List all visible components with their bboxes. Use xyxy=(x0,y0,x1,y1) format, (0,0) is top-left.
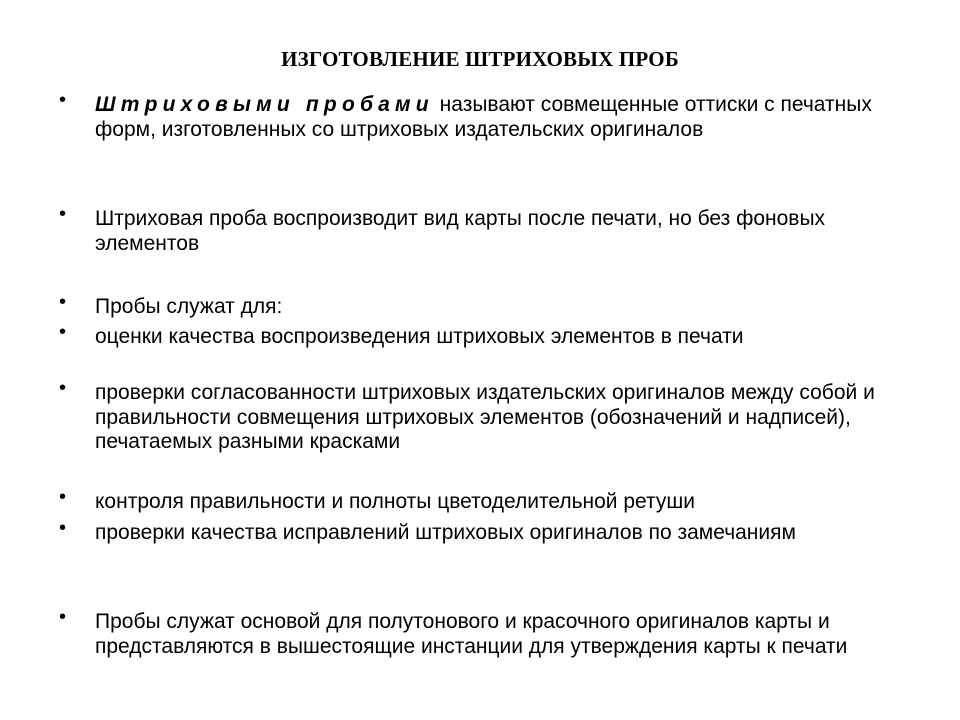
bullet-text: Штриховая проба воспроизводит вид карты после печати, но без фоновых элементов xyxy=(95,207,826,255)
bullet-icon: • xyxy=(59,321,67,343)
bullet-icon: • xyxy=(59,606,67,628)
bullet-icon: • xyxy=(59,377,67,399)
bullet-text: проверки согласованности штриховых издательских оригиналов между собой и правильности совмещения штриховых элементов (обозначений и надписей), печатаемых разными красками xyxy=(95,381,875,453)
bullet-item-corrections-check xyxy=(59,517,915,546)
bullet-text: контроля правильности и полноты цветоделительной ретуши xyxy=(95,490,695,513)
bullet-item-definition xyxy=(59,89,915,142)
bullet-item-proof-purpose xyxy=(59,203,915,256)
defined-term: Штриховыми пробами xyxy=(95,93,434,116)
slide-title: ИЗГОТОВЛЕНИЕ ШТРИХОВЫХ ПРОБ xyxy=(281,47,679,71)
bullet-item-quality-assessment xyxy=(59,321,915,350)
bullet-icon: • xyxy=(59,291,67,313)
bullet-item-basis-for-originals xyxy=(59,606,915,659)
bullet-item-consistency-check xyxy=(59,377,915,455)
bullet-text: Пробы служат основой для полутонового и красочного оригиналов карты и представляются в вышестоящие инстанции для утверждения карты к печати xyxy=(95,610,848,658)
bullet-text: Пробы служат для: xyxy=(95,295,283,318)
definition-text: называют совмещенные оттиски с печатных форм, изготовленных со штриховых издательских оригиналов xyxy=(95,93,872,141)
bullet-item-uses-heading xyxy=(59,291,915,320)
bullet-icon: • xyxy=(59,89,67,111)
bullet-icon: • xyxy=(59,486,67,508)
bullet-text: проверки качества исправлений штриховых оригиналов по замечаниям xyxy=(95,521,796,544)
bullet-icon: • xyxy=(59,517,67,539)
bullet-item-retouch-control xyxy=(59,486,915,515)
bullet-icon: • xyxy=(59,203,67,225)
bullet-text: оценки качества воспроизведения штриховых элементов в печати xyxy=(95,325,744,348)
